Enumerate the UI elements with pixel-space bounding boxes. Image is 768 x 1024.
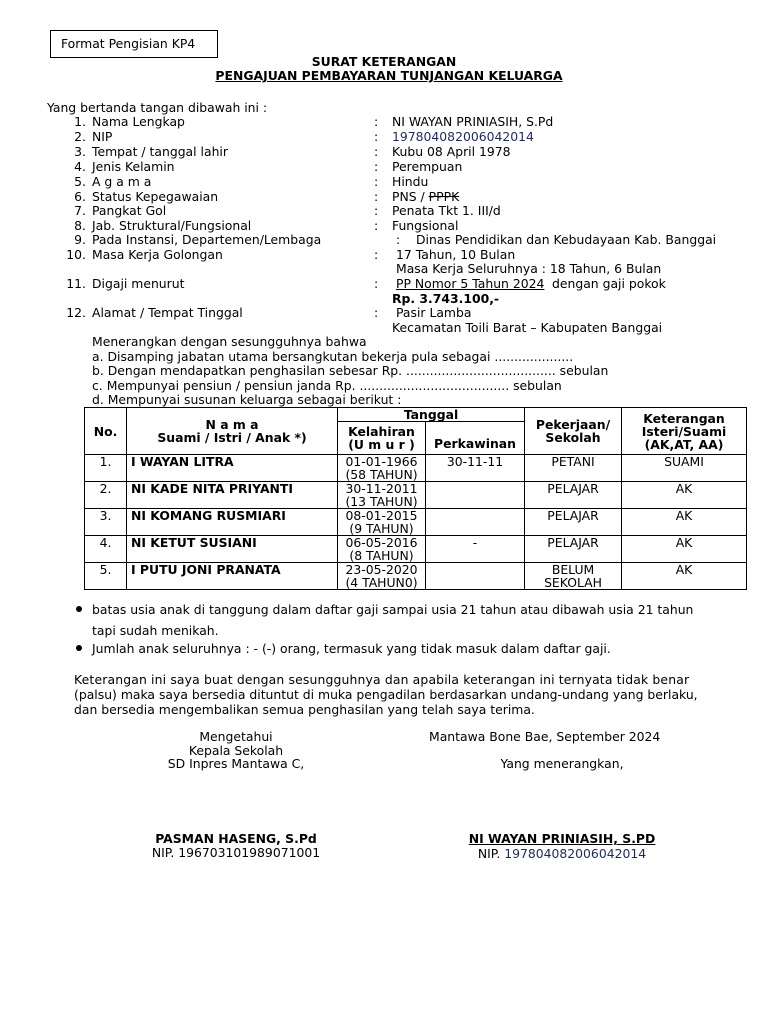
cell-perkawinan: 30-11-11	[426, 455, 525, 482]
table-row	[85, 455, 747, 482]
cell-keterangan: AK	[622, 563, 747, 590]
left-sign-name: PASMAN HASENG, S.Pd	[155, 831, 317, 846]
note-age-limit-2: tapi sudah menikah.	[92, 623, 219, 638]
cell-perkawinan: -	[426, 536, 525, 563]
right-sign-place-date: Mantawa Bone Bae, September 2024	[429, 729, 661, 744]
field-label: Digaji menurut	[92, 276, 185, 291]
header-pekerjaan: Pekerjaan/ Sekolah	[525, 408, 622, 455]
field-number: 3.	[74, 144, 86, 159]
left-sign-line-3: SD Inpres Mantawa C,	[167, 756, 305, 771]
statement-d: d. Mempunyai susunan keluarga sebagai berikut :	[92, 392, 402, 407]
cell-nama: NI KOMANG RUSMIARI	[127, 509, 338, 536]
bullet-icon	[76, 645, 82, 651]
field-label: Alamat / Tempat Tinggal	[92, 305, 243, 320]
left-sign-line-2: Kepala Sekolah	[188, 743, 284, 758]
header-keterangan: Keterangan Isteri/Suami (AK,AT, AA)	[622, 408, 747, 455]
bullet-icon	[76, 606, 82, 612]
left-sign-line-1: Mengetahui	[199, 729, 273, 744]
field-label: Jab. Struktural/Fungsional	[92, 218, 252, 233]
cell-keterangan: AK	[622, 509, 747, 536]
gaji-pokok: Rp. 3.743.100,-	[392, 291, 500, 306]
note-jumlah-anak: Jumlah anak seluruhnya : - (-) orang, termasuk yang tidak masuk dalam daftar gaji.	[92, 641, 611, 656]
field-value: Pasir Lamba	[396, 305, 472, 320]
cell-pekerjaan: PELAJAR	[525, 509, 622, 536]
header-perkawinan: Perkawinan	[426, 422, 525, 455]
right-sign-role: Yang menerangkan,	[500, 756, 624, 771]
table-header-row	[85, 408, 747, 422]
intro-text: Yang bertanda tangan dibawah ini :	[47, 100, 268, 115]
field-colon: :	[374, 159, 379, 174]
field-value: 197804082006042014	[392, 129, 534, 144]
field-value: Kubu 08 April 1978	[392, 144, 511, 159]
cell-kelahiran: 08-01-2015 (9 TAHUN)	[338, 509, 426, 536]
cell-no: 3.	[85, 509, 127, 536]
cell-kelahiran: 06-05-2016 (8 TAHUN)	[338, 536, 426, 563]
cell-kelahiran: 23-05-2020 (4 TAHUN0)	[338, 563, 426, 590]
header-kelahiran: Kelahiran (U m u r )	[338, 422, 426, 455]
field-colon: :	[374, 247, 379, 262]
field-label: Jenis Kelamin	[92, 159, 175, 174]
field-label: Pangkat Gol	[92, 203, 167, 218]
cell-keterangan: AK	[622, 482, 747, 509]
field-value: Penata Tkt 1. III/d	[392, 203, 501, 218]
cell-pekerjaan: PETANI	[525, 455, 622, 482]
field-value-struck: PPPK	[428, 189, 460, 204]
field-colon: :	[374, 129, 379, 144]
field-number: 5.	[74, 174, 86, 189]
cell-perkawinan	[426, 482, 525, 509]
field-colon: :	[374, 203, 379, 218]
field-value: NI WAYAN PRINIASIH, S.Pd	[392, 114, 554, 129]
field-label: Tempat / tanggal lahir	[92, 144, 228, 159]
cell-keterangan: SUAMI	[622, 455, 747, 482]
field-value: Fungsional	[392, 218, 459, 233]
table-row	[85, 482, 747, 509]
document-subtitle: PENGAJUAN PEMBAYARAN TUNJANGAN KELUARGA	[215, 68, 563, 83]
statement-a: a. Disamping jabatan utama bersangkutan bekerja pula sebagai ....................	[92, 349, 574, 364]
field-number: 11.	[66, 276, 86, 291]
statement-c: c. Mempunyai pensiun / pensiun janda Rp. ...................................... sebulan	[92, 378, 562, 393]
closing-line-3: dan bersedia mengembalikan semua penghasilan yang telah saya terima.	[74, 702, 535, 717]
field-number: 12.	[66, 305, 86, 320]
header-no: No.	[85, 408, 127, 455]
field-value-group	[392, 189, 459, 204]
alamat-line-2: Kecamatan Toili Barat – Kabupaten Banggai	[392, 320, 663, 335]
field-number: 4.	[74, 159, 86, 174]
field-label: A g a m a	[92, 174, 152, 189]
field-number: 6.	[74, 189, 86, 204]
field-colon: :	[374, 218, 379, 233]
field-value: 17 Tahun, 10 Bulan	[396, 247, 516, 262]
field-label: NIP	[92, 129, 113, 144]
right-sign-nip: NIP. 197804082006042014	[477, 846, 647, 861]
field-value: PP Nomor 5 Tahun 2024	[396, 276, 545, 291]
cell-no: 2.	[85, 482, 127, 509]
cell-perkawinan	[426, 509, 525, 536]
cell-perkawinan	[426, 563, 525, 590]
field-number: 9.	[74, 232, 86, 247]
cell-nama: NI KADE NITA PRIYANTI	[127, 482, 338, 509]
statement-b: b. Dengan mendapatkan penghasilan sebesar Rp. ...................................... sebulan	[92, 363, 609, 378]
field-colon: :	[396, 232, 401, 247]
cell-pekerjaan: BELUM SEKOLAH	[525, 563, 622, 590]
table-row	[85, 536, 747, 563]
field-label: Pada Instansi, Departemen/Lembaga	[92, 232, 322, 247]
cell-nama: I WAYAN LITRA	[127, 455, 338, 482]
field-colon: :	[374, 144, 379, 159]
field-colon: :	[374, 276, 379, 291]
field-colon: :	[374, 305, 379, 320]
cell-nama: NI KETUT SUSIANI	[127, 536, 338, 563]
masa-kerja-seluruhnya: Masa Kerja Seluruhnya : 18 Tahun, 6 Bulan	[396, 261, 662, 276]
field-value: PNS /	[392, 189, 429, 204]
field-colon: :	[374, 189, 379, 204]
field-value: Perempuan	[392, 159, 463, 174]
cell-no: 4.	[85, 536, 127, 563]
cell-pekerjaan: PELAJAR	[525, 482, 622, 509]
cell-pekerjaan: PELAJAR	[525, 536, 622, 563]
note-age-limit-1: batas usia anak di tanggung dalam daftar gaji sampai usia 21 tahun atau dibawah usia 21 tahun	[92, 602, 694, 617]
format-label: Format Pengisian KP4	[61, 36, 196, 51]
table-row	[85, 563, 747, 590]
field-colon: :	[374, 174, 379, 189]
cell-kelahiran: 01-01-1966 (58 TAHUN)	[338, 455, 426, 482]
document-title: SURAT KETERANGAN	[311, 54, 457, 69]
table-row	[85, 509, 747, 536]
field-value: Hindu	[392, 174, 429, 189]
field-colon: :	[374, 114, 379, 129]
cell-nama: I PUTU JONI PRANATA	[127, 563, 338, 590]
field-label: Masa Kerja Golongan	[92, 247, 223, 262]
field-number: 1.	[74, 114, 86, 129]
closing-line-2: (palsu) maka saya bersedia dituntut di muka pengadilan berdasarkan undang-undang yang berlaku,	[74, 687, 698, 702]
field-value-rest: dengan gaji pokok	[552, 276, 666, 291]
cell-kelahiran: 30-11-2011 (13 TAHUN)	[338, 482, 426, 509]
field-number: 8.	[74, 218, 86, 233]
field-number: 2.	[74, 129, 86, 144]
header-tanggal: Tanggal	[338, 408, 525, 422]
header-nama: N a m a Suami / Istri / Anak *)	[127, 408, 338, 455]
field-number: 10.	[66, 247, 86, 262]
cell-no: 1.	[85, 455, 127, 482]
family-table	[84, 407, 747, 590]
field-value: Dinas Pendidikan dan Kebudayaan Kab. Banggai	[416, 232, 717, 247]
statement-intro: Menerangkan dengan sesungguhnya bahwa	[92, 334, 367, 349]
field-number: 7.	[74, 203, 86, 218]
closing-line-1: Keterangan ini saya buat dengan sesungguhnya dan apabila keterangan ini ternyata tidak benar	[74, 672, 690, 687]
cell-no: 5.	[85, 563, 127, 590]
field-label: Nama Lengkap	[92, 114, 185, 129]
field-label: Status Kepegawaian	[92, 189, 219, 204]
left-sign-nip: NIP. 196703101989071001	[151, 845, 321, 860]
cell-keterangan: AK	[622, 536, 747, 563]
right-sign-name: NI WAYAN PRINIASIH, S.PD	[468, 831, 656, 846]
